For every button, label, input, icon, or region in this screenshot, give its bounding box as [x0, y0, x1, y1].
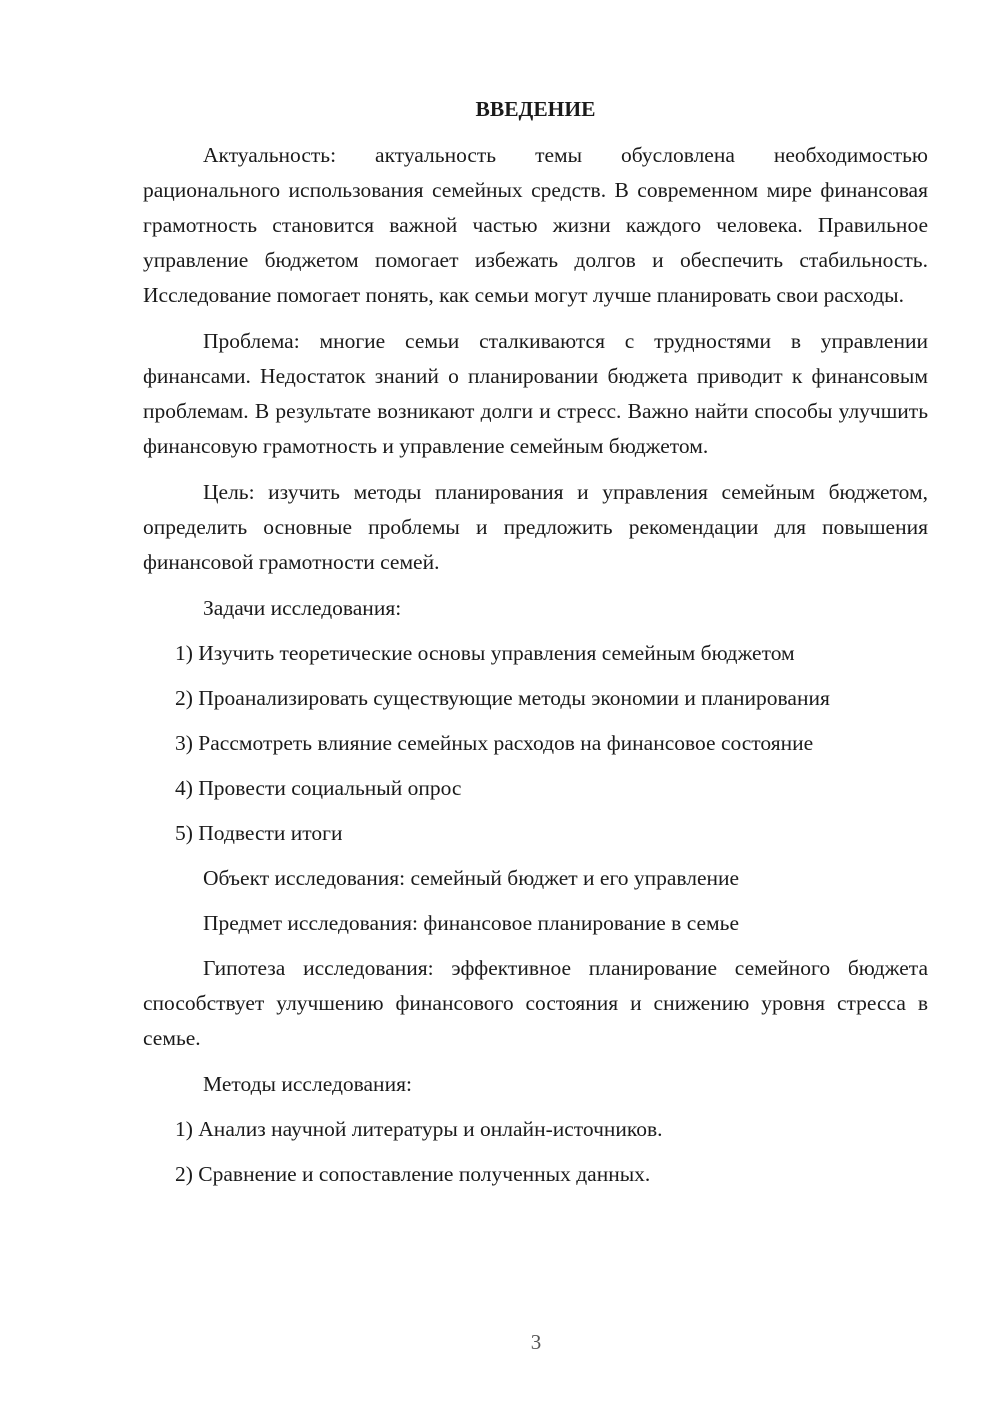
tasks-heading: Задачи исследования:	[203, 596, 402, 620]
list-item: 5) Подвести итоги	[175, 821, 343, 845]
list-item: 2) Проанализировать существующие методы экономии и планирования	[175, 686, 830, 710]
hypothesis-paragraph: Гипотеза исследования: эффективное планирование семейного бюджета способствует улучшению финансового состояния и снижению уровня стресса в семье.	[143, 956, 928, 1050]
subject-line: Предмет исследования: финансовое планирование в семье	[203, 911, 739, 935]
relevance-paragraph: Актуальность: актуальность темы обусловлена необходимостью рационального использования семейных средств. В современном мире финансовая грамотность становится важной частью жизни каждого человека. Правильное управление бюджетом помогает избежать долгов и обеспечить стабильность. Исследование помогает понять, как семьи могут лучше планировать свои расходы.	[143, 143, 928, 307]
document-page	[143, 92, 928, 1202]
tasks-list	[143, 636, 928, 851]
methods-list	[143, 1112, 928, 1192]
list-item: 3) Рассмотреть влияние семейных расходов на финансовое состояние	[175, 731, 814, 755]
goal-paragraph: Цель: изучить методы планирования и управления семейным бюджетом, определить основные проблемы и предложить рекомендации для повышения финансовой грамотности семей.	[143, 480, 928, 574]
methods-heading: Методы исследования:	[203, 1072, 412, 1096]
section-title: ВВЕДЕНИЕ	[475, 97, 596, 121]
list-item: 1) Изучить теоретические основы управления семейным бюджетом	[175, 641, 795, 665]
list-item: 2) Сравнение и сопоставление полученных данных.	[175, 1162, 651, 1186]
page-number: 3	[530, 1330, 542, 1354]
list-item: 1) Анализ научной литературы и онлайн-источников.	[175, 1117, 663, 1141]
list-item: 4) Провести социальный опрос	[175, 776, 462, 800]
object-line: Объект исследования: семейный бюджет и его управление	[203, 866, 740, 890]
problem-paragraph: Проблема: многие семьи сталкиваются с трудностями в управлении финансами. Недостаток знаний о планировании бюджета приводит к финансовым проблемам. В результате возникают долги и стресс. Важно найти способы улучшить финансовую грамотность и управление семейным бюджетом.	[143, 329, 928, 458]
